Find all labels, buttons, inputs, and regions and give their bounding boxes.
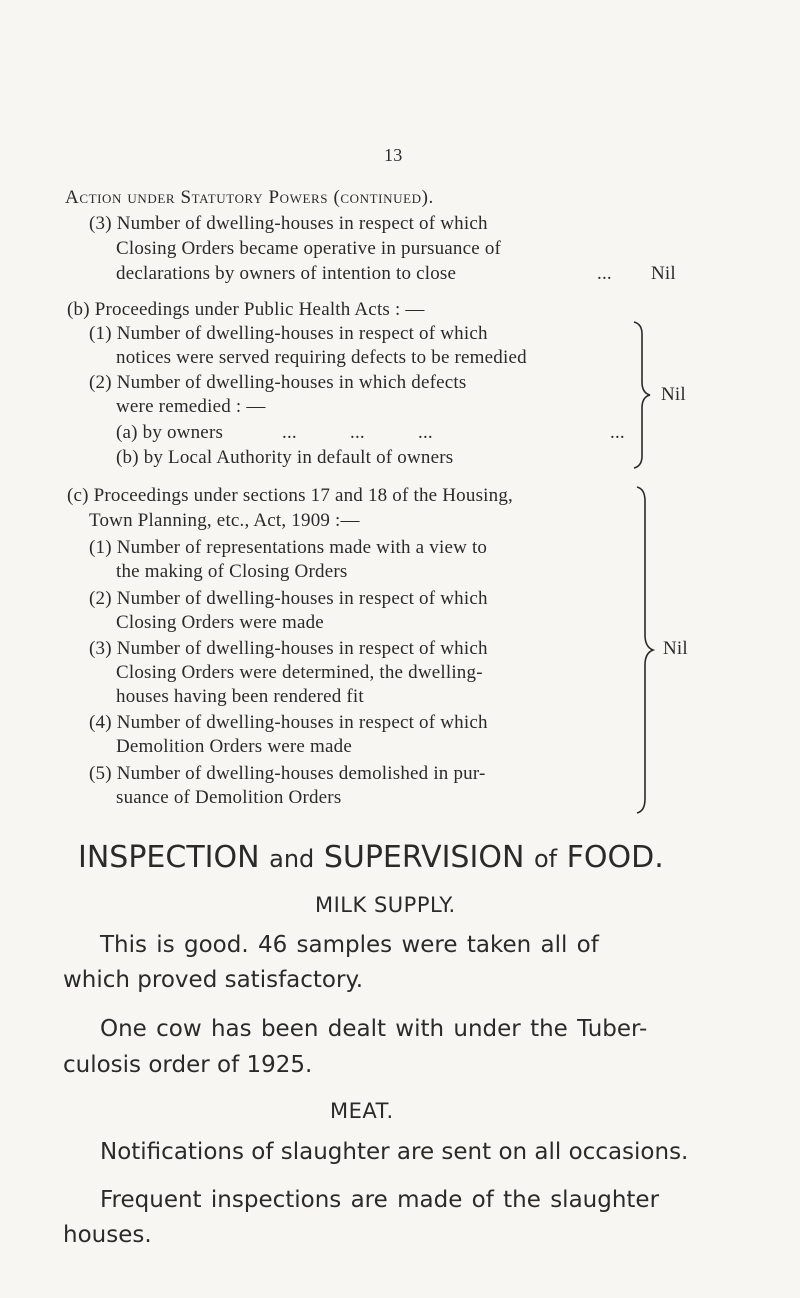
text-line: (2) Number of dwelling-houses in respect of which bbox=[89, 588, 488, 609]
value-nil: Nil bbox=[663, 638, 688, 659]
paragraph-line: Frequent inspections are made of the slaughter bbox=[100, 1187, 660, 1213]
leader-dots: ... bbox=[282, 422, 297, 443]
brace bbox=[633, 485, 659, 815]
title-word: of bbox=[533, 845, 558, 873]
title-word: FOOD. bbox=[566, 840, 664, 875]
value-nil: Nil bbox=[661, 384, 686, 405]
title-word: INSPECTION bbox=[78, 840, 260, 875]
brace bbox=[630, 320, 656, 470]
text-line: Demolition Orders were made bbox=[116, 736, 352, 757]
paragraph-line: which proved satisfactory. bbox=[63, 967, 364, 993]
paragraph-line: houses. bbox=[63, 1222, 152, 1248]
text-line: (3) Number of dwelling-houses in respect of which bbox=[89, 638, 488, 659]
text-line: houses having been rendered fit bbox=[116, 686, 364, 707]
leader-dots: ... bbox=[418, 422, 433, 443]
leader-dots: ... bbox=[597, 263, 612, 284]
text-line: Town Planning, etc., Act, 1909 :— bbox=[89, 510, 360, 531]
title-word: and bbox=[269, 845, 315, 873]
leader-dots: ... bbox=[610, 422, 625, 443]
text-line: (1) Number of representations made with a view to bbox=[89, 537, 488, 558]
page-title bbox=[78, 840, 664, 875]
text-line: Closing Orders were made bbox=[116, 612, 324, 633]
value-nil: Nil bbox=[651, 263, 676, 284]
subheading-milk: MILK SUPPLY. bbox=[315, 893, 456, 917]
text-line: Closing Orders were determined, the dwelling- bbox=[116, 662, 483, 683]
text-line: (b) by Local Authority in default of owners bbox=[116, 447, 454, 468]
subheading-meat: MEAT. bbox=[330, 1099, 394, 1123]
text-line: Closing Orders became operative in pursuance of bbox=[116, 238, 502, 259]
text-line: (a) by owners bbox=[116, 422, 224, 443]
text-line: declarations by owners of intention to close bbox=[116, 263, 457, 284]
text-line: suance of Demolition Orders bbox=[116, 787, 342, 808]
text-line: were remedied : — bbox=[116, 396, 266, 417]
text-line: (2) Number of dwelling-houses in which defects bbox=[89, 372, 467, 393]
title-word: SUPERVISION bbox=[323, 840, 525, 875]
text-line: (1) Number of dwelling-houses in respect of which bbox=[89, 323, 488, 344]
text-line: (c) Proceedings under sections 17 and 18 of the Housing, bbox=[67, 485, 513, 506]
text-line: the making of Closing Orders bbox=[116, 561, 348, 582]
paragraph-line: culosis order of 1925. bbox=[63, 1052, 313, 1078]
section-heading: (b) Proceedings under Public Health Acts : — bbox=[67, 299, 425, 320]
text-line: (5) Number of dwelling-houses demolished in pur- bbox=[89, 763, 486, 784]
text-line: (3) Number of dwelling-houses in respect of which bbox=[89, 213, 488, 234]
paragraph-line: One cow has been dealt with under the Tuber- bbox=[100, 1016, 648, 1042]
text-line: notices were served requiring defects to be remedied bbox=[116, 347, 527, 368]
text-line: (4) Number of dwelling-houses in respect of which bbox=[89, 712, 488, 733]
page-number: 13 bbox=[384, 145, 403, 165]
paragraph-line: Notifications of slaughter are sent on all occasions. bbox=[100, 1139, 689, 1165]
leader-dots: ... bbox=[350, 422, 365, 443]
paragraph-line: This is good. 46 samples were taken all of bbox=[100, 932, 599, 958]
section-heading: Action under Statutory Powers (continued). bbox=[65, 187, 434, 208]
